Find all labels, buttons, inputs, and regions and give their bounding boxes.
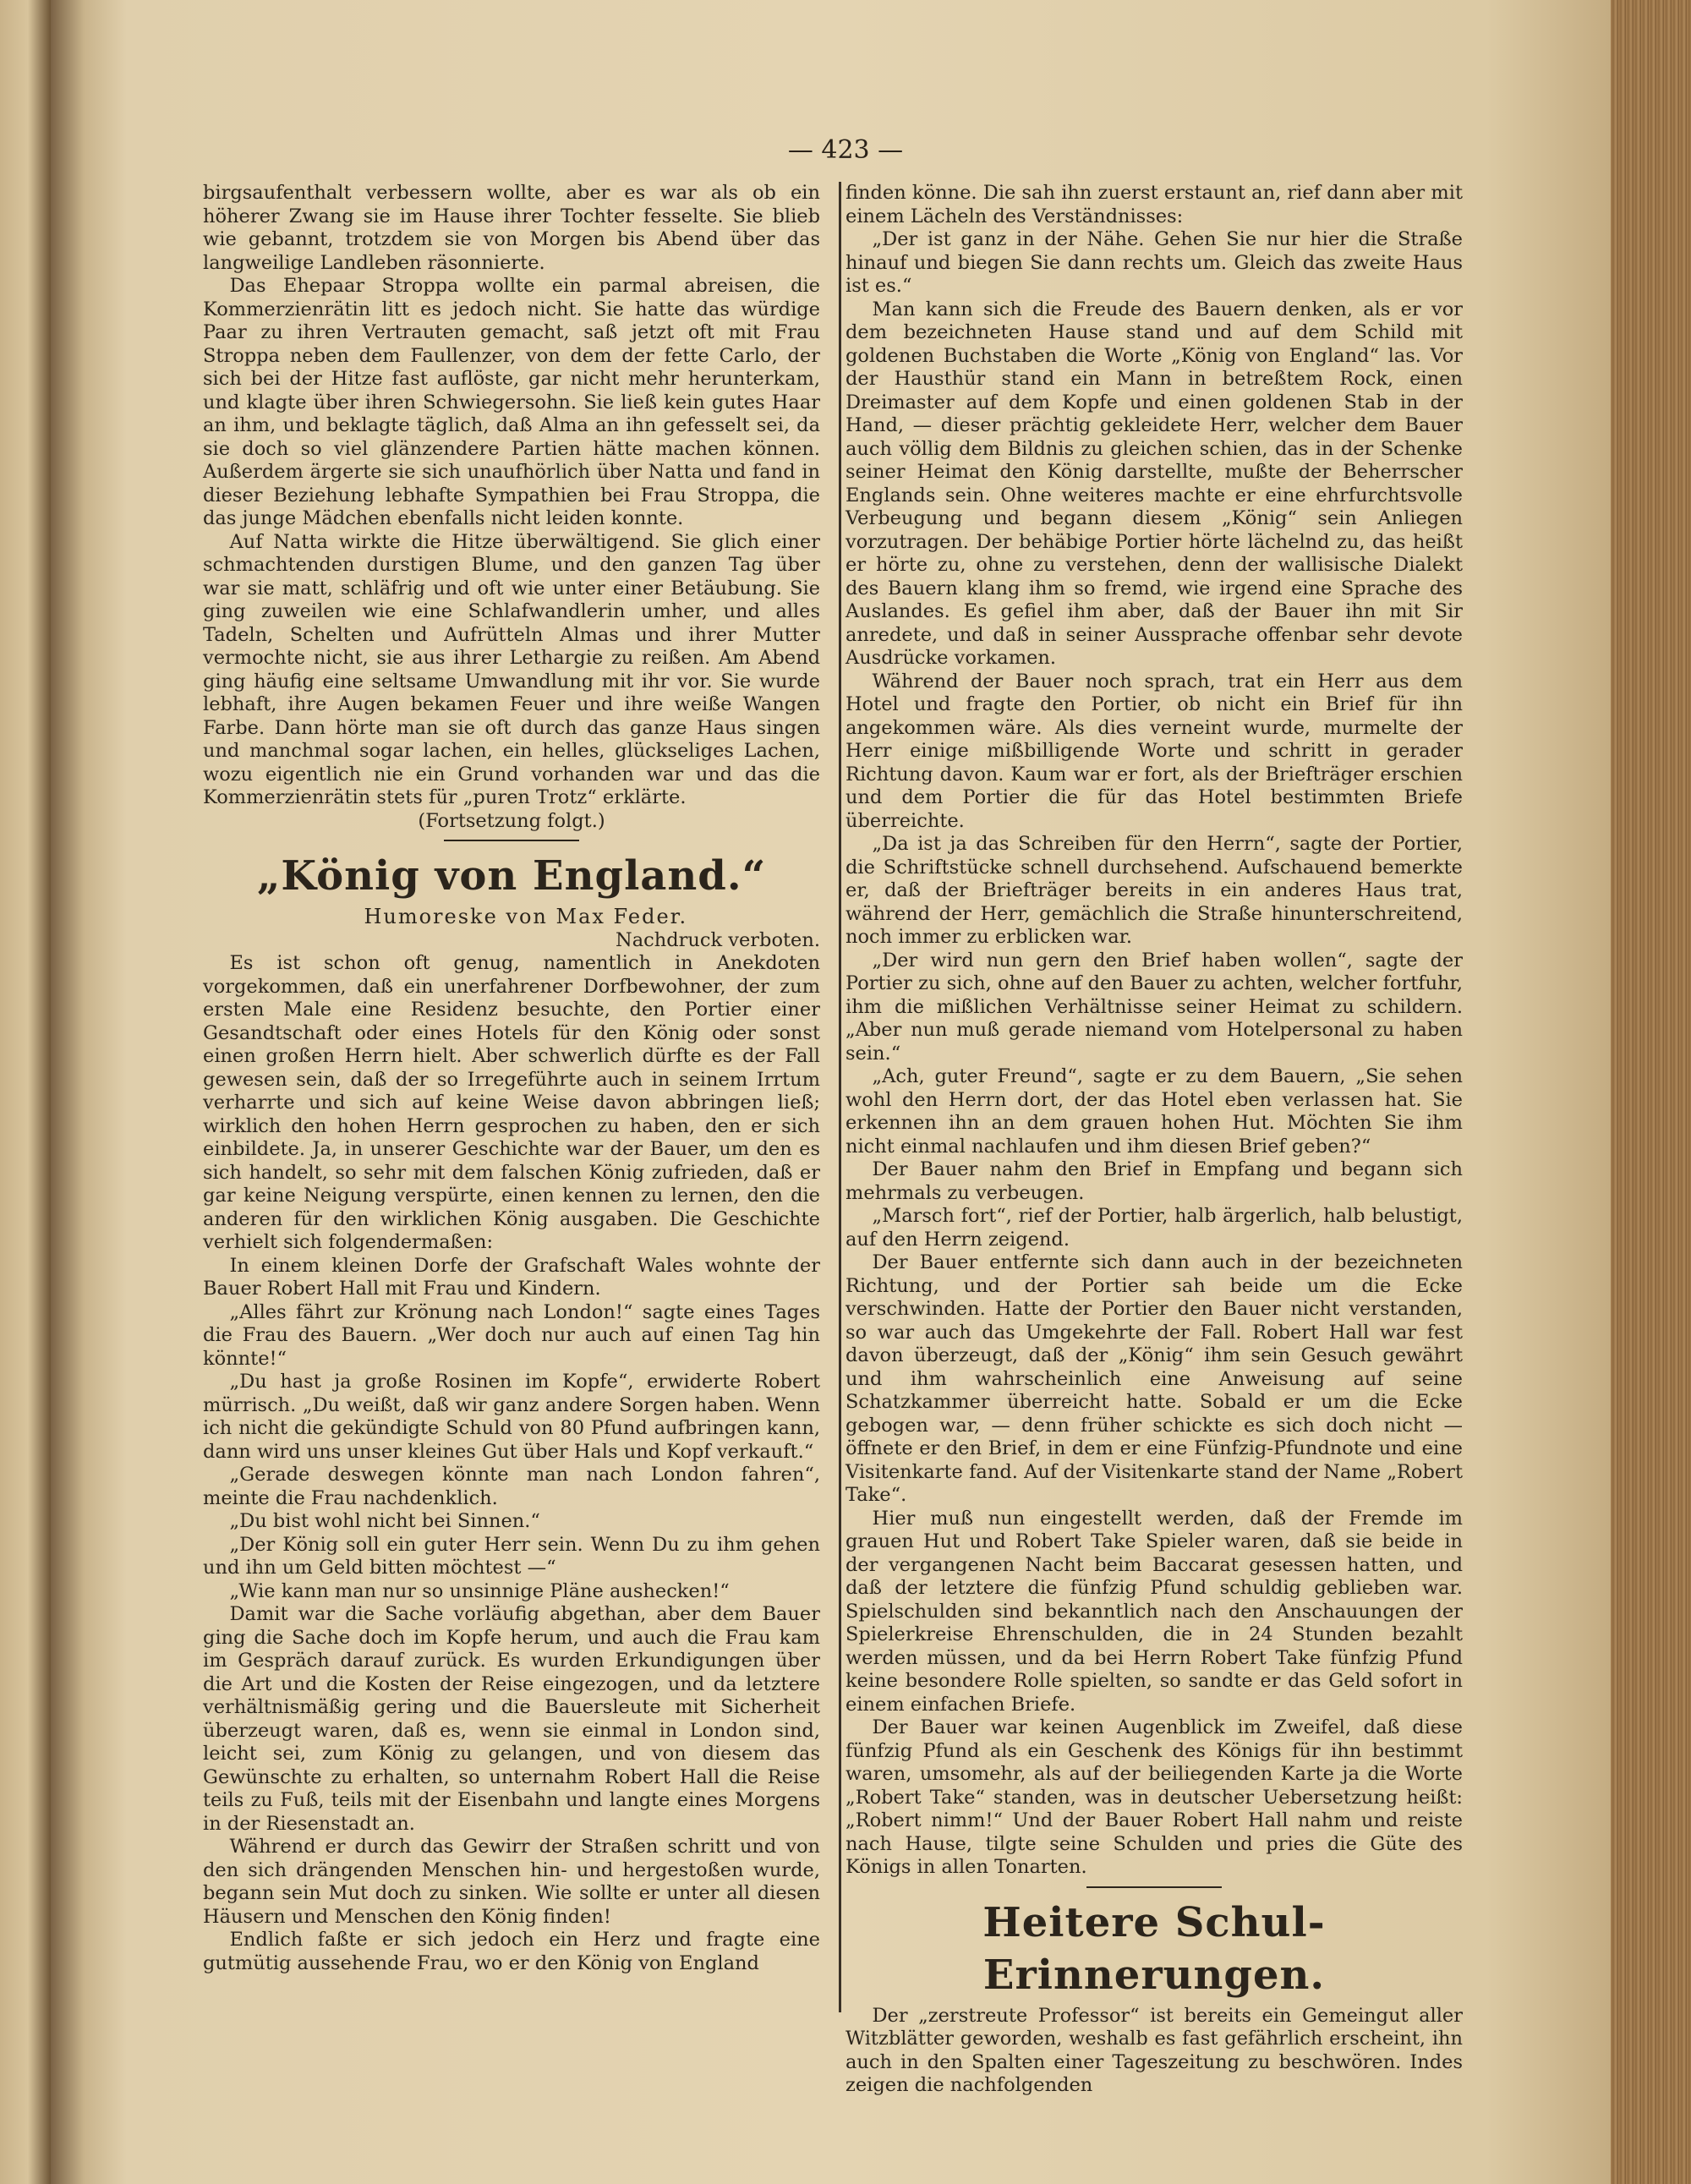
- section-title: Heitere Schul-Erinnerungen.: [982, 1898, 1326, 1999]
- continuation-note: (Fortsetzung folgt.): [418, 809, 605, 832]
- right-column: [846, 182, 1463, 2098]
- paragraph: Der „zerstreute Professor“ ist bereits ein Gemeingut aller Witzblätter geworden, weshalb es fast gefährlich erscheint, ihn auch in den Spalten einer Tageszeitung zu beschwören. Indes zeigen die nachfolgenden: [846, 2004, 1463, 2096]
- paragraph: Der Bauer entfernte sich dann auch in der bezeichneten Richtung, und der Portier sah beide um die Ecke verschwinden. Hatte der Portier den Bauer nicht verstanden, so war auch das Umgekehrte der Fall. Robert Hall war fest davon überzeugt, daß der „König“ ihm sein Gesuch gewährt und ihm wahrscheinlich eine Anweisung auf seine Schatzkammer überreicht hatte. Sobald er um die Ecke gebogen war, — denn früher schickte es sich doch nicht — öffnete er den Brief, in dem er eine Fünfzig-Pfundnote und eine Visitenkarte fand. Auf der Visitenkarte stand der Name „Robert Take“.: [846, 1251, 1463, 1506]
- reprint-notice: Nachdruck verboten.: [616, 928, 820, 951]
- book-page-edges: [1611, 0, 1691, 2184]
- paragraph: „Der wird nun gern den Brief haben wollen“, sagte der Portier zu sich, ohne auf den Bauer zu achten, welcher fortfuhr, ihm die mißlichen Verhältnisse seiner Heimat zu schildern. „Aber nun muß gerade niemand vom Hotelpersonal zu haben sein.“: [846, 949, 1463, 1065]
- paragraph: „Ach, guter Freund“, sagte er zu dem Bauern, „Sie sehen wohl den Herrn dort, der das Hotel eben verlassen hat. Sie erkennen ihn an dem grauen hohen Hut. Möchten Sie ihm nicht einmal nachlaufen und ihm diesen Brief geben?“: [846, 1065, 1463, 1158]
- paragraph: Das Ehepaar Stroppa wollte ein parmal abreisen, die Kommerzienrätin litt es jedoch nicht. Sie hatte das würdige Paar zu ihren Vertrauten gemacht, saß jetzt oft mit Frau Stroppa neben dem Faullenzer, von dem der fette Carlo, der sich bei der Hitze fast auflöste, gar nicht mehr herunterkam, und klagte über ihren Schwiegersohn. Sie ließ kein gutes Haar an ihm, und beklagte täglich, daß Alma an ihn gefesselt sei, da sie doch so viel glänzendere Partien hätte machen können. Außerdem ärgerte sie sich unaufhörlich über Natta und fand in dieser Beziehung lebhafte Sympathien bei Frau Stroppa, die das junge Mädchen ebenfalls nicht leiden konnte.: [203, 275, 820, 529]
- paragraph: Damit war die Sache vorläufig abgethan, aber dem Bauer ging die Sache doch im Kopfe herum, und auch die Frau kam im Gespräch darauf zurück. Es wurden Erkundigungen über die Art und die Kosten der Reise eingezogen, und da letztere verhältnismäßig gering und die Bauersleute mit Sicherheit überzeugt waren, daß es, wenn sie einmal in London sind, leicht sei, zum König zu gelangen, und von diesem das Gewünschte zu erhalten, so unternahm Robert Hall die Reise teils zu Fuß, teils mit der Eisenbahn und langte eines Morgens in der Riesenstadt an.: [203, 1603, 820, 1835]
- paragraph: „Gerade deswegen könnte man nach London fahren“, meinte die Frau nachdenklich.: [203, 1464, 820, 1509]
- paragraph: „Marsch fort“, rief der Portier, halb ärgerlich, halb belustigt, auf den Herrn zeigend.: [846, 1205, 1463, 1251]
- paragraph: „Du bist wohl nicht bei Sinnen.“: [229, 1510, 540, 1532]
- paragraph: „Du hast ja große Rosinen im Kopfe“, erwiderte Robert mürrisch. „Du weißt, daß wir ganz andere Sorgen haben. Wenn ich nicht die gekündigte Schuld von 80 Pfund aufbringen kann, dann wird uns unser kleines Gut über Hals und Kopf verkauft.“: [203, 1371, 820, 1463]
- paragraph: Man kann sich die Freude des Bauern denken, als er vor dem bezeichneten Hause stand und auf dem Schild mit goldenen Buchstaben die Worte „König von England“ las. Vor der Hausthür stand ein Mann in betreßtem Rock, einen Dreimaster auf dem Kopfe und einen goldenen Stab in der Hand, — dieser prächtig gekleidete Herr, welcher dem Bauer auch völlig dem Bildnis zu gleichen schien, das in der Schenke seiner Heimat den König darstellte, mußte der Beherrscher Englands sein. Ohne weiteres machte er eine ehrfurchtsvolle Verbeugung und begann diesem „König“ sein Anliegen vorzutragen. Der behäbige Portier hörte lächelnd zu, das heißt er hörte zu, ohne zu verstehen, denn der wallisische Dialekt des Bauern klang ihm so fremd, wie irgend eine Sprache des Auslandes. Es gefiel ihm aber, daß der Bauer ihn mit Sir anredete, und daß in seiner Aussprache offenbar sehr devote Ausdrücke vorkamen.: [846, 298, 1463, 669]
- paragraph: Endlich faßte er sich jedoch ein Herz und fragte eine gutmütig aussehende Frau, wo er den König von England: [203, 1929, 820, 1974]
- adjacent-page-edge: [0, 0, 51, 2184]
- page-number: — 423 —: [787, 135, 904, 165]
- section-divider: [444, 840, 579, 841]
- story-title: „König von England.“: [256, 852, 767, 900]
- paragraph: Der Bauer nahm den Brief in Empfang und begann sich mehrmals zu verbeugen.: [846, 1158, 1463, 1204]
- paragraph: Es ist schon oft genug, namentlich in Anekdoten vorgekommen, daß ein unerfahrener Dorfbewohner, der zum ersten Male eine Residenz besuchte, den Portier einer Gesandtschaft oder eines Hotels für den König oder sonst einen großen Herrn hielt. Aber schwerlich dürfte es der Fall gewesen sein, daß der so Irregeführte auch in seinem Irrtum verharrte und sich auf keine Weise davon abbringen ließ; wirklich den hohen Herrn gesprochen zu haben, den er sich einbildete. Ja, in unserer Geschichte war der Bauer, um den es sich handelt, so sehr mit dem falschen König zufrieden, daß er gar keine Neigung verspürte, einen kennen zu lernen, den die anderen für den wirklichen König ausgaben. Die Geschichte verhielt sich folgendermaßen:: [203, 952, 820, 1253]
- paragraph: „Wie kann man nur so unsinnige Pläne aushecken!“: [229, 1579, 730, 1602]
- paragraph: Hier muß nun eingestellt werden, daß der Fremde im grauen Hut und Robert Take Spieler waren, daß sie beide in der vergangenen Nacht beim Baccarat gesessen hatten, und daß der letztere die fünfzig Pfund schuldig geblieben war. Spielschulden sind bekanntlich nach den Anschauungen der Spielerkreise Ehrenschulden, die in 24 Stunden bezahlt werden müssen, und da bei Herrn Robert Take fünfzig Pfund keine besondere Rolle spielten, so sandte er das Geld sofort in einem einfachen Briefe.: [846, 1507, 1463, 1716]
- paragraph: Auf Natta wirkte die Hitze überwältigend. Sie glich einer schmachtenden durstigen Blume, und den ganzen Tag über war sie matt, schläfrig und oft wie unter einer Betäubung. Sie ging zuweilen wie eine Schlafwandlerin umher, und alles Tadeln, Schelten und Aufrütteln Almas und ihrer Mutter vermochte nicht, sie aus ihrer Lethargie zu reißen. Am Abend ging häufig eine seltsame Umwandlung mit ihr vor. Sie wurde lebhaft, ihre Augen bekamen Feuer und ihre weiße Wangen Farbe. Dann hörte man sie oft durch das ganze Haus singen und manchmal sogar lachen, ein helles, glückseliges Lachen, wozu eigentlich nie ein Grund vorhanden war und das die Kommerzienrätin stets für „puren Trotz“ erklärte.: [203, 530, 820, 808]
- section-divider: [1086, 1886, 1222, 1888]
- paragraph: Während der Bauer noch sprach, trat ein Herr aus dem Hotel und fragte den Portier, ob nicht ein Brief für ihn angekommen wäre. Als dies verneint wurde, murmelte der Herr einige mißbilligende Worte und schritt in gerader Richtung davon. Kaum war er fort, als der Briefträger erschien und dem Portier die für das Hotel bestimmten Briefe überreichte.: [846, 670, 1463, 832]
- left-column: [203, 182, 820, 1975]
- paragraph: „Alles fährt zur Krönung nach London!“ sagte eines Tages die Frau des Bauern. „Wer doch nur auch auf einen Tag hin könnte!“: [203, 1300, 820, 1370]
- byline: Humoreske von Max Feder.: [364, 905, 688, 928]
- paragraph: „Der ist ganz in der Nähe. Gehen Sie nur hier die Straße hinauf und biegen Sie dann rechts um. Gleich das zweite Haus ist es.“: [846, 228, 1463, 297]
- paragraph: In einem kleinen Dorfe der Grafschaft Wales wohnte der Bauer Robert Hall mit Frau und Kindern.: [203, 1254, 820, 1300]
- paragraph: „Der König soll ein guter Herr sein. Wenn Du zu ihm gehen und ihn um Geld bitten möchtest —“: [203, 1533, 820, 1579]
- paragraph: Der Bauer war keinen Augenblick im Zweifel, daß diese fünfzig Pfund als ein Geschenk des Königs für ihn bestimmt waren, umsomehr, als auf der beiliegenden Karte ja die Worte „Robert Take“ standen, was in deutscher Uebersetzung heißt: „Robert nimm!“ Und der Bauer Robert Hall nahm und reiste nach Hause, tilgte seine Schulden und pries die Güte des Königs in allen Tonarten.: [846, 1716, 1463, 1878]
- paragraph: Während er durch das Gewirr der Straßen schritt und von den sich drängenden Menschen hin- und hergestoßen wurde, begann sein Mut doch zu sinken. Wie sollte er unter all diesen Häusern und Menschen den König finden!: [203, 1836, 820, 1928]
- paragraph: finden könne. Die sah ihn zuerst erstaunt an, rief dann aber mit einem Lächeln des Verständnisses:: [846, 182, 1463, 227]
- paragraph: „Da ist ja das Schreiben für den Herrn“, sagte der Portier, die Schriftstücke schnell durchsehend. Aufschauend bemerkte er, daß der Briefträger bereits in ein anderes Haus trat, während der Herr, gemächlich die Straße hinunterschreitend, noch immer zu erblicken war.: [846, 833, 1463, 948]
- column-divider: [839, 182, 841, 2012]
- paragraph: birgsaufenthalt verbessern wollte, aber es war als ob ein höherer Zwang sie im Hause ihrer Tochter fesselte. Sie blieb wie gebannt, trotzdem sie von Morgen bis Abend über das langweilige Landleben räsonnierte.: [203, 182, 820, 274]
